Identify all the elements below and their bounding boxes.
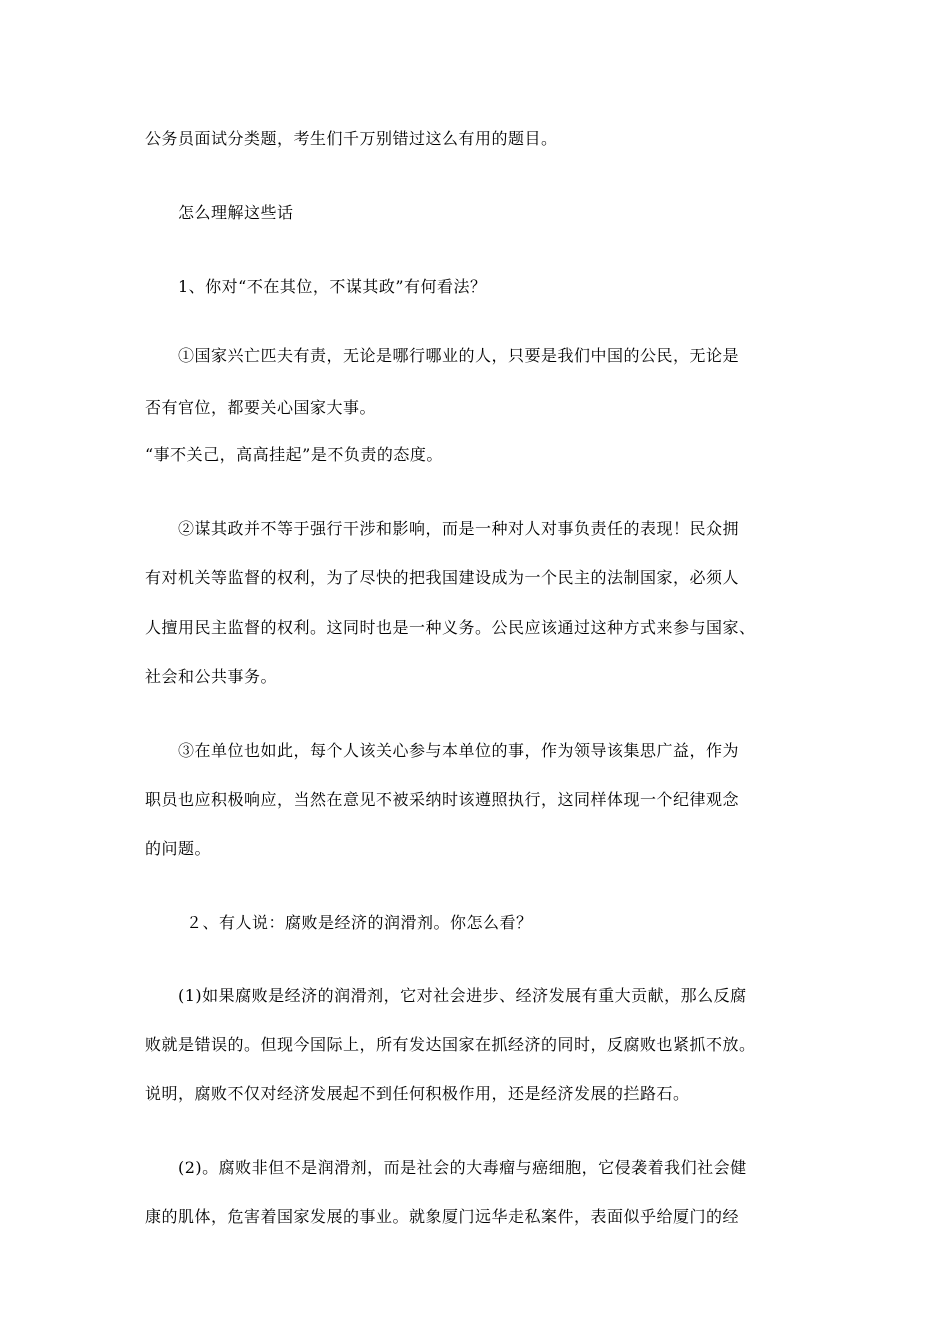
answer-2-point-2-line-1: (2)。腐败非但不是润滑剂，而是社会的大毒瘤与癌细胞，它侵袭着我们社会健 xyxy=(178,1158,747,1177)
question-2: ２、有人说：腐败是经济的润滑剂。你怎么看？ xyxy=(186,913,533,932)
answer-2-point-2-line-2: 康的肌体，危害着国家发展的事业。就象厦门远华走私案件，表面似乎给厦门的经 xyxy=(145,1207,740,1226)
answer-2-point-1-line-3: 说明，腐败不仅对经济发展起不到任何积极作用，还是经济发展的拦路石。 xyxy=(145,1084,690,1103)
answer-1-point-2-line-3: 人擅用民主监督的权利。这同时也是一种义务。公民应该通过这种方式来参与国家、 xyxy=(145,618,756,637)
answer-1-point-2-line-1: ②谋其政并不等于强行干涉和影响，而是一种对人对事负责任的表现！民众拥 xyxy=(178,519,740,538)
answer-1-point-1-line-2: 否有官位，都要关心国家大事。 xyxy=(145,398,377,417)
question-1: 1、你对“不在其位，不谋其政”有何看法？ xyxy=(178,277,487,296)
answer-1-point-1-line-1: ①国家兴亡匹夫有责，无论是哪行哪业的人，只要是我们中国的公民，无论是 xyxy=(178,346,740,365)
section-heading: 怎么理解这些话 xyxy=(178,203,294,222)
intro-line: 公务员面试分类题，考生们千万别错过这么有用的题目。 xyxy=(145,129,558,148)
answer-1-point-2-line-4: 社会和公共事务。 xyxy=(145,667,278,686)
answer-1-point-3-line-3: 的问题。 xyxy=(145,839,212,858)
answer-1-point-2-line-2: 有对机关等监督的权利，为了尽快的把我国建设成为一个民主的法制国家，必须人 xyxy=(145,568,740,587)
answer-1-quote-line: “事不关己，高高挂起”是不负责的态度。 xyxy=(145,445,443,464)
answer-1-point-3-line-1: ③在单位也如此，每个人该关心参与本单位的事，作为领导该集思广益，作为 xyxy=(178,741,740,760)
answer-2-point-1-line-1: (1)如果腐败是经济的润滑剂，它对社会进步、经济发展有重大贡献，那么反腐 xyxy=(178,986,747,1005)
answer-2-point-1-line-2: 败就是错误的。但现今国际上，所有发达国家在抓经济的同时，反腐败也紧抓不放。 xyxy=(145,1035,756,1054)
answer-1-point-3-line-2: 职员也应积极响应，当然在意见不被采纳时该遵照执行，这同样体现一个纪律观念 xyxy=(145,790,740,809)
